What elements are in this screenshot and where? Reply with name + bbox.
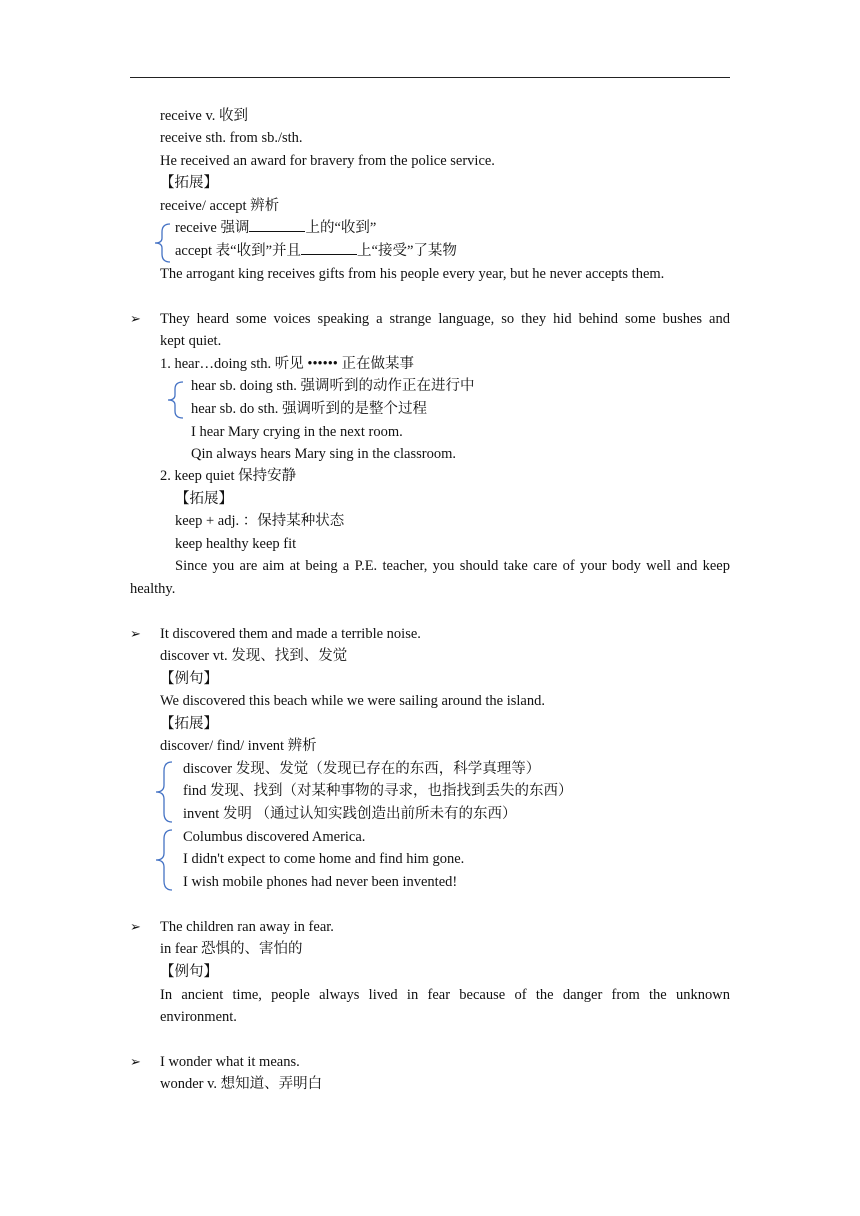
receive-pattern: receive sth. from sb./sth.	[160, 130, 303, 146]
accept-meaning: accept 表“收到”并且 上“接受”了某物	[175, 243, 457, 259]
keep-quiet-point: 2. keep quiet 保持安静	[160, 468, 297, 484]
receive-meaning: receive 强调 上的“收到”	[175, 220, 377, 236]
left-brace-icon	[150, 760, 176, 824]
bullet-arrow-icon: ➢	[130, 626, 141, 641]
hear-doing-point: 1. hear…doing sth. 听见 •••••• 正在做某事	[160, 356, 414, 372]
in-fear-example-cont: environment.	[160, 1009, 237, 1025]
discover-find-invent-heading: discover/ find/ invent 辨析	[160, 738, 317, 754]
expansion-tag: 【拓展】	[160, 716, 218, 732]
hear-example-1: I hear Mary crying in the next room.	[191, 424, 403, 440]
left-brace-icon	[163, 380, 187, 420]
hear-doing-meaning: hear sb. doing sth. 强调听到的动作正在进行中	[191, 378, 475, 394]
columbus-example: Columbus discovered America.	[183, 829, 366, 845]
sentence-discovered: It discovered them and made a terrible noise.	[160, 626, 421, 642]
example-tag: 【例句】	[160, 671, 218, 687]
hear-do-meaning: hear sb. do sth. 强调听到的是整个过程	[191, 401, 428, 417]
example-tag: 【例句】	[160, 964, 218, 980]
receive-accept-example: The arrogant king receives gifts from his people every year, but he never accepts them.	[160, 266, 665, 282]
keep-examples: keep healthy keep fit	[175, 536, 297, 552]
bullet-arrow-icon: ➢	[130, 919, 141, 934]
discover-example: We discovered this beach while we were sailing around the island.	[160, 693, 545, 709]
discover-meaning: discover 发现、发觉（发现已存在的东西，科学真理等）	[183, 761, 541, 777]
header-rule	[130, 77, 730, 78]
wonder-definition: wonder v. 想知道、弄明白	[160, 1076, 323, 1092]
in-fear-definition: in fear 恐惧的、害怕的	[160, 941, 303, 957]
receive-accept-heading: receive/ accept 辨析	[160, 198, 280, 214]
keep-adj-rule: keep + adj. ：保持某种状态	[175, 513, 345, 529]
bullet-arrow-icon: ➢	[130, 311, 141, 326]
keep-example-sentence-cont: healthy.	[130, 581, 176, 597]
keep-example-sentence: Since you are aim at being a P.E. teacher, you should take care of your body well and keep	[175, 558, 730, 574]
left-brace-icon	[150, 828, 176, 892]
invent-meaning: invent 发明 （通过认知实践创造出前所未有的东西）	[183, 806, 517, 822]
invent-example: I wish mobile phones had never been invented!	[183, 874, 458, 890]
find-meaning: find 发现、找到（对某种事物的寻求，也指找到丢失的东西）	[183, 783, 573, 799]
hear-example-2: Qin always hears Mary sing in the classroom.	[191, 446, 456, 462]
sentence-heard-voices: They heard some voices speaking a strange language, so they hid behind some bushes and	[160, 311, 730, 327]
expansion-tag: 【拓展】	[160, 175, 218, 191]
receive-example: He received an award for bravery from the police service.	[160, 153, 495, 169]
sentence-heard-voices-cont: kept quiet.	[160, 333, 222, 349]
sentence-ran-away: The children ran away in fear.	[160, 919, 334, 935]
discover-definition: discover vt. 发现、找到、发觉	[160, 648, 348, 664]
in-fear-example: In ancient time, people always lived in fear because of the danger from the unknown	[160, 987, 730, 1003]
receive-definition: receive v. 收到	[160, 108, 249, 124]
expansion-tag: 【拓展】	[175, 491, 233, 507]
bullet-arrow-icon: ➢	[130, 1054, 141, 1069]
find-example: I didn't expect to come home and find him gone.	[183, 851, 465, 867]
sentence-wonder: I wonder what it means.	[160, 1054, 300, 1070]
left-brace-icon	[150, 222, 174, 264]
